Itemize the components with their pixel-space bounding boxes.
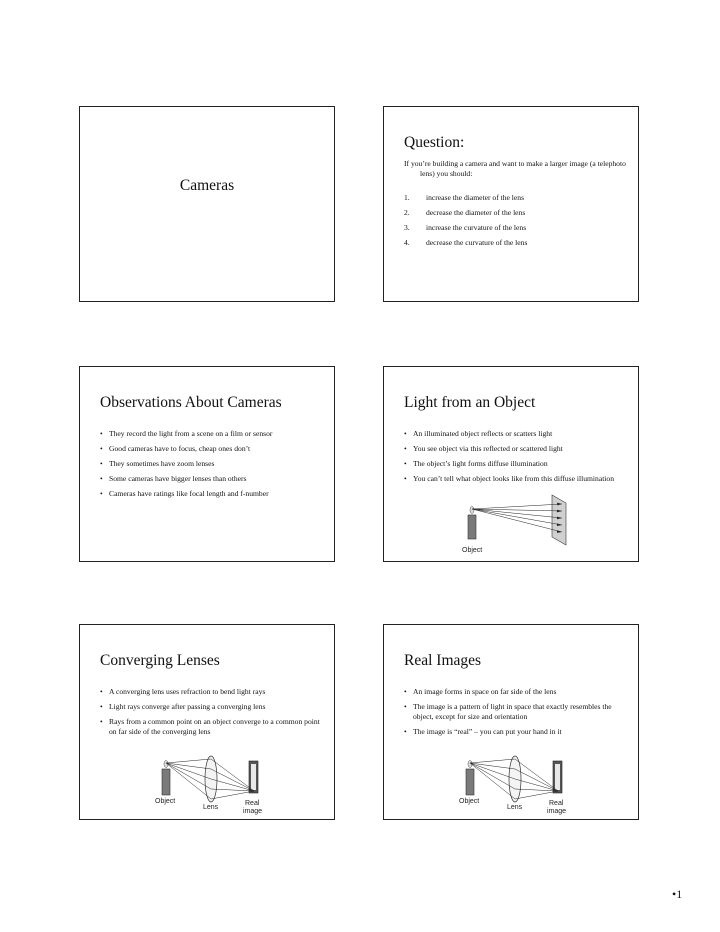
image-label-line1: Real (245, 800, 260, 807)
bullet-item: • The image is a pattern of light in space that exactly resembles the object, except for size and orientation (404, 702, 612, 721)
answer-option: 3. increase the curvature of the lens (404, 223, 527, 232)
real-image-diagram (452, 755, 582, 815)
candle-flame (470, 507, 474, 514)
question-text: If you’re building a camera and want to make a larger image (a telephoto lens) you should: (404, 159, 626, 178)
bullet-item: • An illuminated object reflects or scatters light (404, 429, 553, 438)
answer-option: 1. increase the diameter of the lens (404, 193, 525, 202)
slide-question (383, 106, 639, 302)
bullet-item: • Light rays converge after passing a converging lens (100, 702, 266, 711)
lens-label: Lens (507, 804, 523, 811)
bullet-item: • The object’s light forms diffuse illumination (404, 459, 548, 468)
slide-real-images (383, 624, 639, 820)
object-label: Object (459, 798, 480, 805)
bullet-item: • They sometimes have zoom lenses (100, 459, 215, 468)
bullet-item: • Some cameras have bigger lenses than others (100, 474, 247, 483)
image-label-line2: image (547, 808, 567, 815)
slide-title: Real Images (404, 652, 482, 669)
slide-converging-lenses (79, 624, 335, 820)
bullet-item: • A converging lens uses refraction to bend light rays (100, 687, 266, 696)
converging-lens-diagram (148, 755, 278, 815)
candle-object (162, 769, 170, 795)
image-label-line1: Real (549, 800, 564, 807)
slide-cameras (79, 106, 335, 302)
slide-title: Question: (404, 134, 465, 151)
bullet-list (404, 429, 628, 489)
screen (552, 495, 566, 545)
bullet-list (100, 687, 324, 742)
lens-label: Lens (203, 804, 219, 811)
candle-object (468, 515, 476, 539)
bullet-item: • The image is “real” – you can put your hand in it (404, 727, 562, 736)
bullet-list (100, 429, 324, 504)
page-number: •1 (672, 887, 683, 901)
slide-title: Observations About Cameras (100, 394, 282, 411)
image-label-line2: image (243, 808, 263, 815)
slide-light-from-object (383, 366, 639, 562)
answer-option: 2. decrease the diameter of the lens (404, 208, 526, 217)
bullet-item: • An image forms in space on far side of the lens (404, 687, 557, 696)
object-label: Object (462, 547, 483, 554)
diffuse-light-diagram (454, 491, 584, 557)
bullet-list (404, 687, 628, 742)
slide-title: Light from an Object (404, 394, 536, 411)
candle-object (466, 769, 474, 795)
bullet-item: • You see object via this reflected or scattered light (404, 444, 563, 453)
bullet-item: • Good cameras have to focus, cheap ones don’t (100, 444, 251, 453)
bullet-item: • You can’t tell what object looks like from this diffuse illumination (404, 474, 615, 483)
bullet-item: • They record the light from a scene on a film or sensor (100, 429, 273, 438)
light-rays (472, 504, 562, 532)
answer-options (404, 193, 527, 253)
bullet-item: • Cameras have ratings like focal length and f-number (100, 489, 269, 498)
bullet-item: • Rays from a common point on an object converge to a common point on far side of the converging lens (100, 717, 320, 736)
object-label: Object (155, 798, 176, 805)
answer-option: 4. decrease the curvature of the lens (404, 238, 528, 247)
slide-observations (79, 366, 335, 562)
slide-title: Converging Lenses (100, 652, 220, 669)
slide-title: Cameras (179, 177, 235, 194)
